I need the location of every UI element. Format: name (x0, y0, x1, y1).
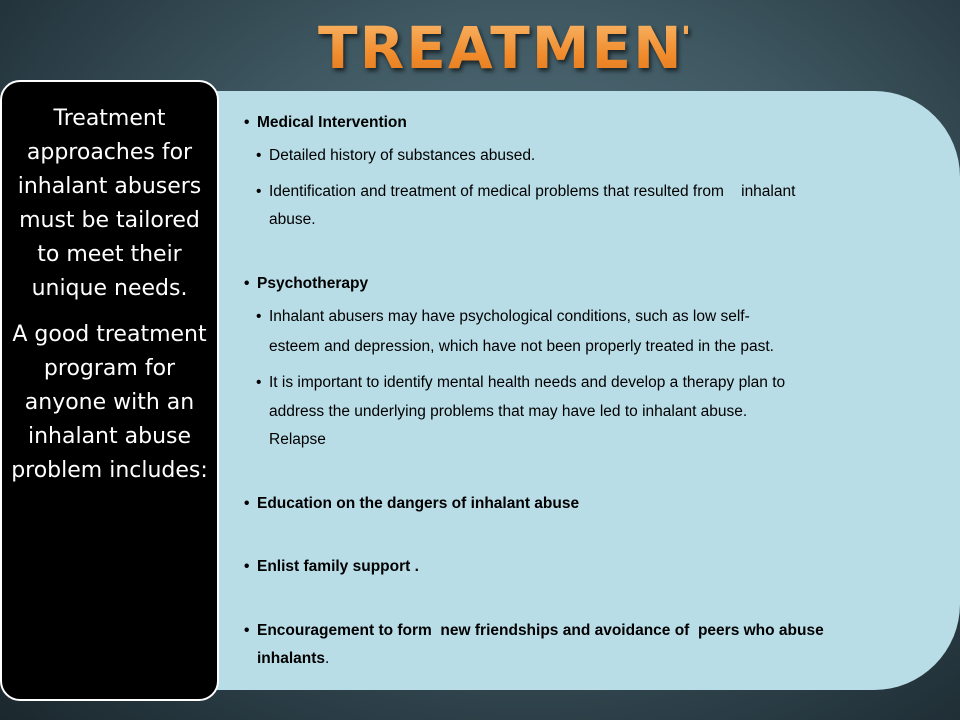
list-item-encouragement: • Encouragement to form new friendships and avoidance of peers who abuse (244, 622, 824, 639)
slide-title: TREATMENT (318, 8, 688, 88)
sub-item-psych-conditions-cont: esteem and depression, which have not been properly treated in the past. (269, 338, 774, 355)
bullet-icon: • (256, 183, 262, 200)
sub-item-history: • Detailed history of substances abused. (256, 147, 536, 164)
bullet-icon: • (244, 558, 250, 575)
side-callout-box (0, 80, 219, 701)
bullet-icon: • (244, 495, 250, 512)
sub-item-mental-health: • It is important to identify mental health needs and develop a therapy plan to (256, 374, 786, 391)
bullet-icon: • (244, 275, 250, 292)
bullet-icon: • (256, 374, 262, 391)
sub-item-identification: • Identification and treatment of medical problems that resulted from inhalant (256, 183, 796, 200)
bullet-icon: • (256, 308, 262, 325)
sub-item-relapse: Relapse (269, 431, 326, 448)
sub-item-identification-cont: abuse. (269, 211, 316, 228)
side-paragraph-2: A good treatment program for anyone with an inhalant abuse problem includes: (11, 322, 208, 483)
list-item-psychotherapy: • Psychotherapy (244, 275, 369, 292)
list-item-education: • Education on the dangers of inhalant abuse (244, 495, 580, 512)
list-item-family-support: • Enlist family support . (244, 558, 419, 575)
bullet-icon: • (244, 622, 250, 639)
side-paragraph-1: Treatment approaches for inhalant abusers must be tailored to meet their unique needs. (17, 106, 202, 301)
bullet-icon: • (256, 147, 262, 164)
bullet-icon: • (244, 114, 250, 131)
list-item-medical-intervention: • Medical Intervention (244, 114, 407, 131)
sub-item-psych-conditions: • Inhalant abusers may have psychological conditions, such as low self- (256, 308, 750, 325)
sub-item-mental-health-cont: address the underlying problems that may have led to inhalant abuse. (269, 403, 748, 420)
list-item-encouragement-cont: inhalants. (257, 650, 330, 667)
